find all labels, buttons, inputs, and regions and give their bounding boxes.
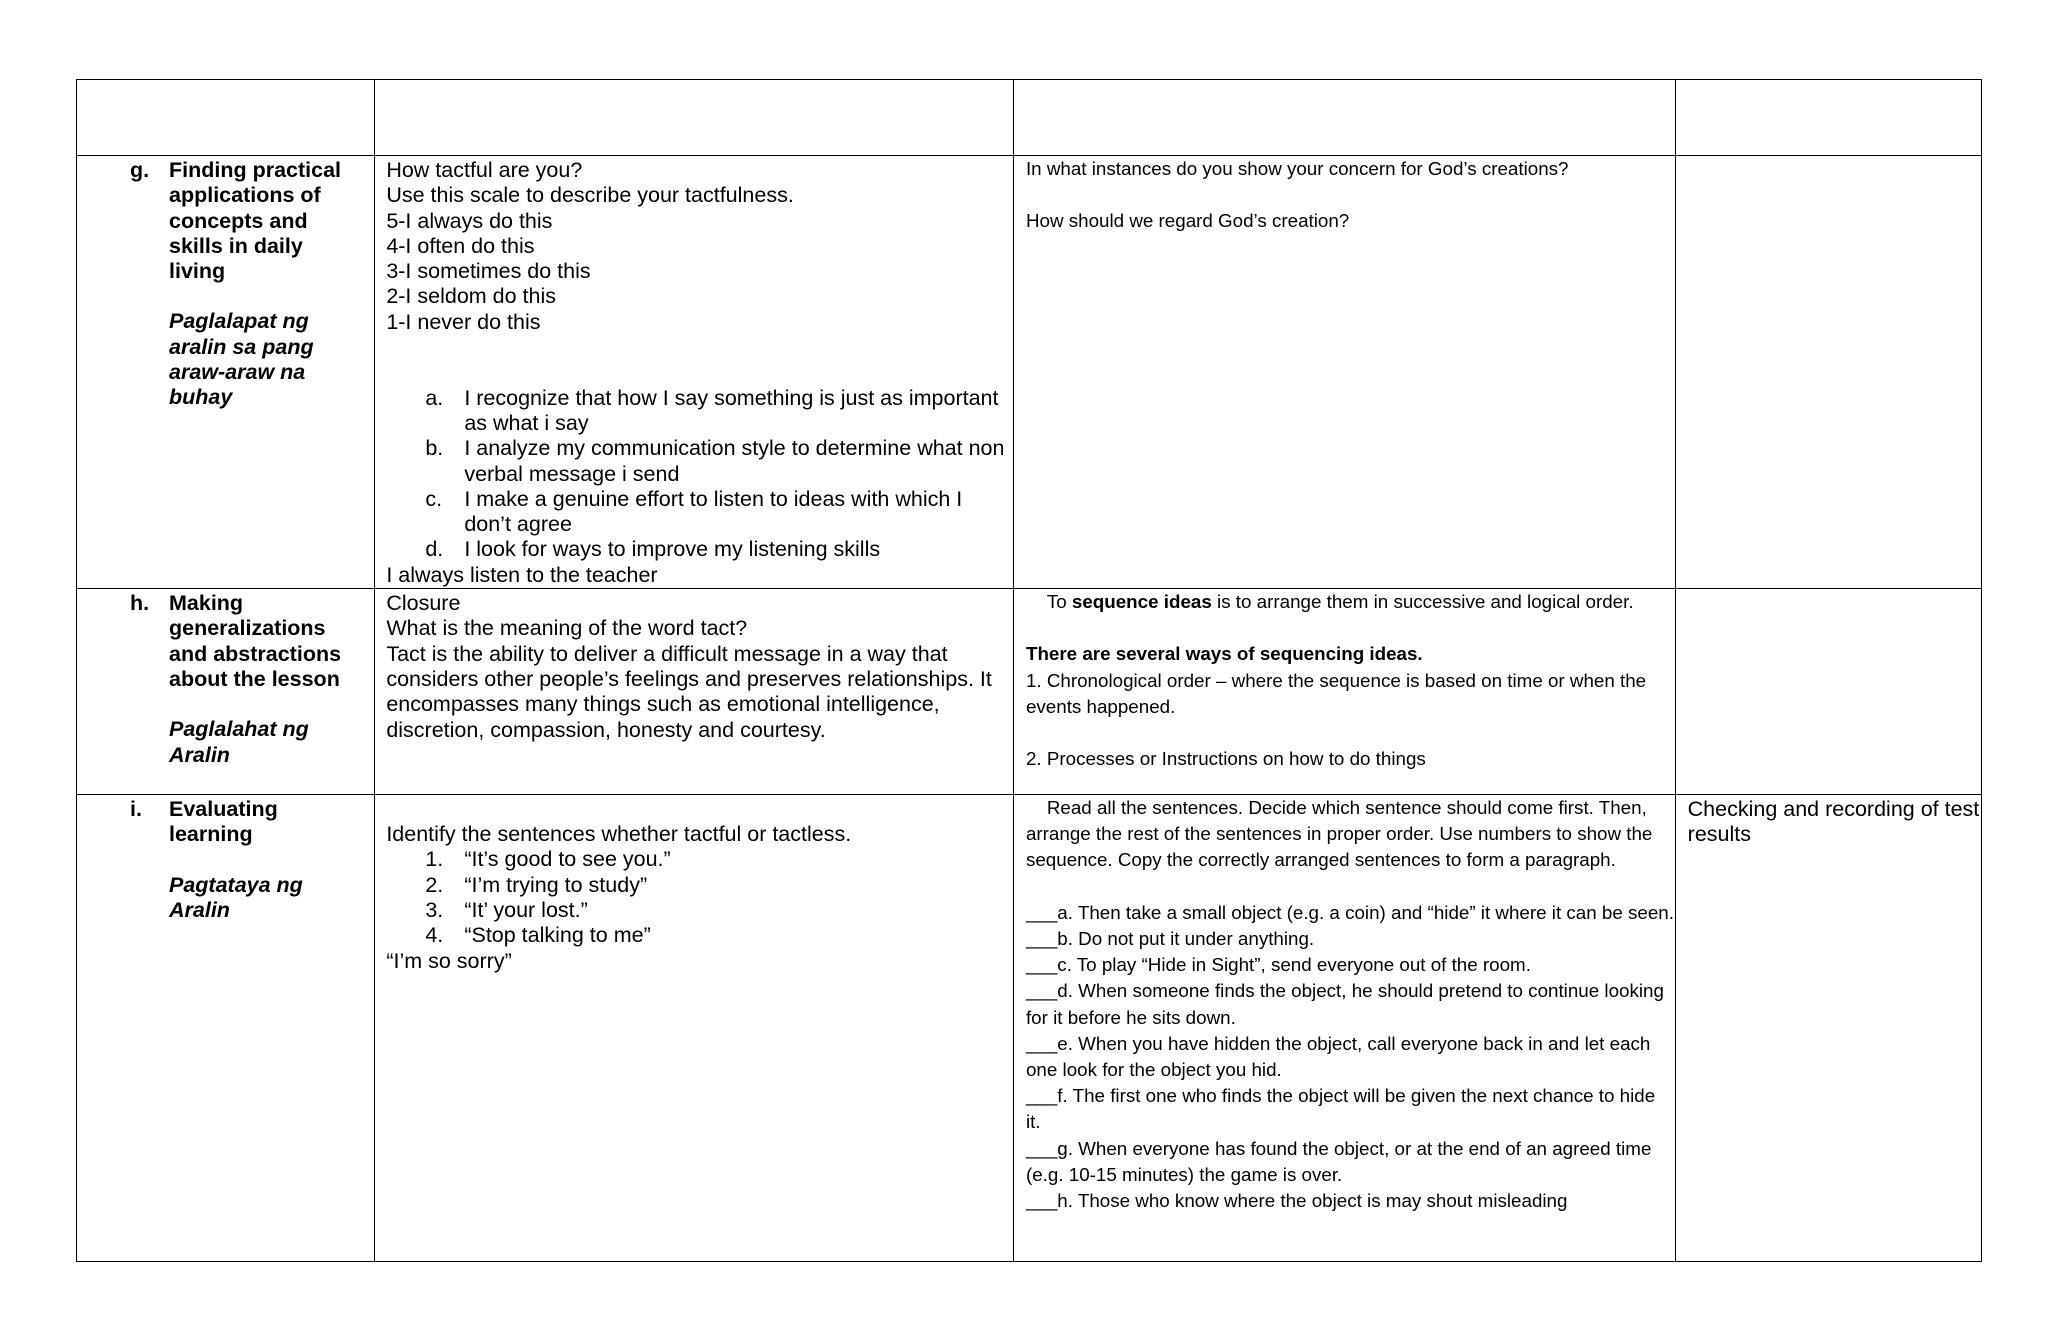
- row-letter: i.: [130, 797, 142, 822]
- text-line: 1-I never do this: [386, 309, 541, 334]
- list-item: ___b. Do not put it under anything.: [1025, 928, 1315, 950]
- values-cell: [1013, 589, 1675, 795]
- list-item: b. I analyze my communication style to determine what non verbal message i send: [425, 436, 1005, 486]
- values-cell: [1013, 156, 1675, 589]
- empty-cell: [77, 80, 375, 156]
- list-item: ___d. When someone finds the object, he should pretend to continue looking for it before he sits down.: [1025, 980, 1664, 1028]
- row-title-filipino: Pagtataya ng Aralin: [169, 872, 303, 922]
- text-line: Closure: [386, 591, 461, 616]
- text-line: Use this scale to describe your tactfulness.: [386, 183, 794, 208]
- heading: There are several ways of sequencing ideas.: [1025, 643, 1423, 665]
- table-row: [77, 80, 1982, 156]
- remarks-cell: [1675, 156, 1981, 589]
- list-item: ___f. The first one who finds the object will be given the next chance to hide it.: [1025, 1085, 1656, 1133]
- list-item: a. I recognize that how I say something is just as important as what i say: [425, 385, 999, 435]
- list-item: ___e. When you have hidden the object, call everyone back in and let each one look for the object you hid.: [1025, 1032, 1651, 1081]
- row-title-english: Evaluating learning: [169, 797, 278, 847]
- row-label-cell: [77, 589, 375, 795]
- activity-cell: [375, 589, 1014, 795]
- question: How should we regard God’s creation?: [1025, 210, 1350, 232]
- row-label-cell: [77, 795, 375, 1262]
- values-cell: [1013, 795, 1675, 1262]
- row-title-filipino: Paglalahat ng Aralin: [169, 717, 309, 767]
- text-line: What is the meaning of the word tact?: [386, 616, 748, 641]
- lesson-plan-table: [76, 79, 1982, 1262]
- paragraph: Tact is the ability to deliver a difficult message in a way that considers other people’s feelings and preserves relationships. It encompasses many things such as emotional intelligence, discretion, compassion, honesty and courtesy.: [386, 641, 992, 742]
- instructions: Read all the sentences. Decide which sentence should come first. Then, arrange the rest of the sentences in proper order. Use numbers to show the sequence. Copy the correctly arranged sentences to form a paragraph.: [1025, 797, 1653, 871]
- text-line: “I’m so sorry”: [386, 948, 512, 973]
- list-item: d. I look for ways to improve my listening skills: [425, 537, 881, 562]
- list-item: 4. “Stop talking to me”: [425, 923, 651, 948]
- list-item: ___h. Those who know where the object is may shout misleading: [1025, 1190, 1568, 1212]
- list-item: ___c. To play “Hide in Sight”, send everyone out of the room.: [1025, 954, 1531, 976]
- list-item: ___g. When everyone has found the object, or at the end of an agreed time (e.g. 10-15 minutes) the game is over.: [1025, 1137, 1652, 1185]
- table-row: [77, 795, 1982, 1262]
- empty-cell: [1675, 80, 1981, 156]
- activity-cell: [375, 795, 1014, 1262]
- list-item: 1. “It’s good to see you.”: [425, 847, 671, 872]
- remarks-text: Checking and recording of test results: [1687, 797, 1980, 847]
- row-letter: h.: [130, 591, 150, 616]
- row-title-english: Making generalizations and abstractions about the lesson: [169, 591, 342, 691]
- list-item: 3. “It’ your lost.”: [425, 897, 588, 922]
- row-title-english: Finding practical applications of concepts and skills in daily living: [169, 158, 342, 284]
- row-title-filipino: Paglalapat ng aralin sa pang araw-araw na buhay: [169, 309, 314, 410]
- list-item: 2. “I’m trying to study”: [425, 872, 648, 897]
- row-letter: g.: [130, 158, 150, 182]
- activity-cell: [375, 156, 1014, 589]
- text-line: I always listen to the teacher: [386, 562, 658, 587]
- text-line: How tactful are you?: [386, 158, 583, 182]
- list-item: c. I make a genuine effort to listen to ideas with which I don’t agree: [425, 486, 963, 537]
- row-label-cell: [77, 156, 375, 589]
- empty-cell: [375, 80, 1014, 156]
- table-row: [77, 156, 1982, 589]
- scale-items-list: [386, 386, 1013, 563]
- empty-cell: [1013, 80, 1675, 156]
- text-line: 5-I always do this: [386, 208, 553, 233]
- sentence-list: [386, 847, 1013, 948]
- remarks-cell: [1675, 589, 1981, 795]
- text-line: 3-I sometimes do this: [386, 259, 591, 284]
- paragraph: 2. Processes or Instructions on how to do things: [1025, 748, 1426, 770]
- question: In what instances do you show your concern for God’s creations?: [1025, 158, 1569, 179]
- list-item: ___a. Then take a small object (e.g. a coin) and “hide” it where it can be seen.: [1025, 901, 1674, 923]
- table-row: [77, 589, 1982, 795]
- remarks-cell: [1675, 795, 1981, 1262]
- paragraph: 1. Chronological order – where the sequence is based on time or when the events happened.: [1025, 669, 1647, 717]
- paragraph: To sequence ideas is to arrange them in successive and logical order.: [1046, 591, 1634, 613]
- text-line: Identify the sentences whether tactful or tactless.: [386, 822, 852, 847]
- text-line: 2-I seldom do this: [386, 284, 557, 309]
- text-line: 4-I often do this: [386, 233, 535, 258]
